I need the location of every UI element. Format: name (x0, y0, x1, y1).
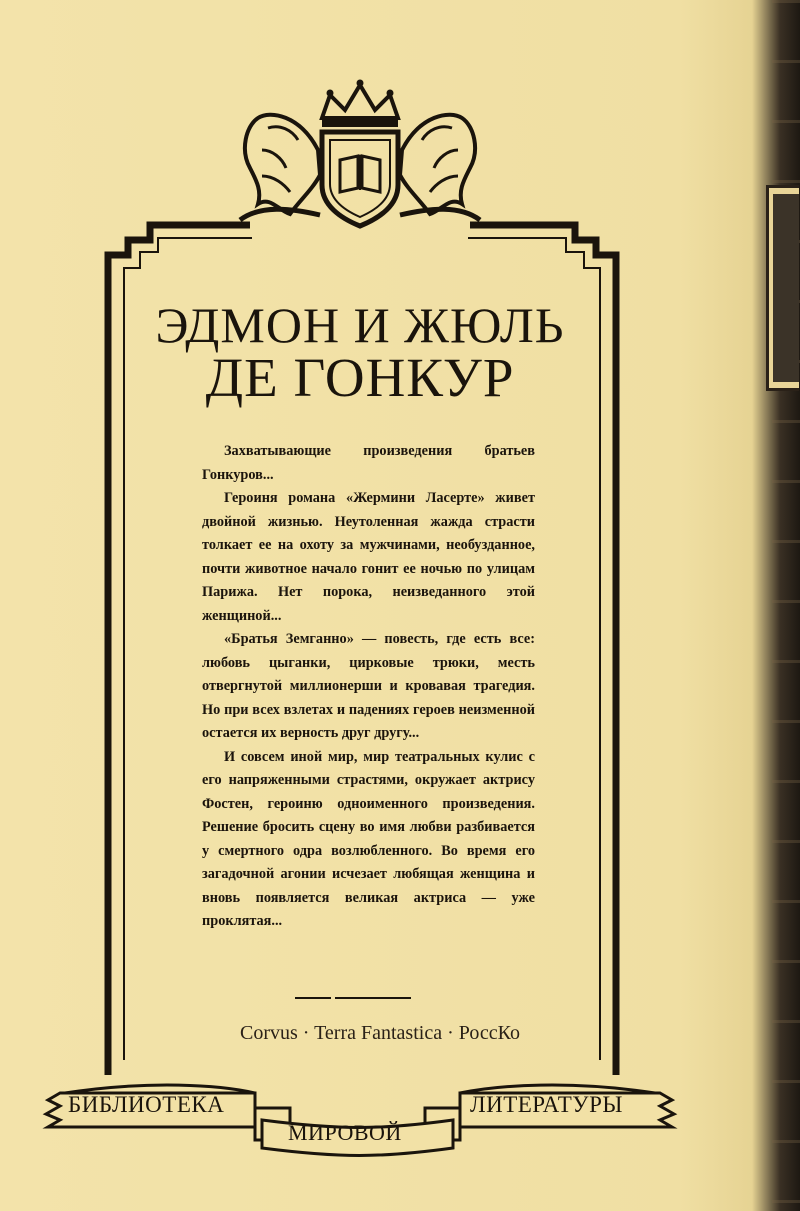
annotation-paragraph: И совсем иной мир, мир театральных кулис с его напряженными страстями, окружает актрису Фостен, героиню одноименного произведения. Решение бросить сцену во имя любви разбивается у смертного одра возлюбленного. Во время его загадочной агонии исчезает любящая женщина и вновь появляется великая актриса — уже проклятая... (202, 748, 535, 929)
lion-right-icon (400, 115, 480, 220)
author-name-line1: ЭДМОН И ЖЮЛЬ (155, 297, 565, 353)
series-left-label: БИБЛИОТЕКА (68, 1092, 225, 1117)
crown-icon (322, 80, 398, 128)
crest-emblem (240, 80, 480, 227)
divider-right (335, 997, 411, 999)
lion-left-icon (240, 115, 320, 220)
annotation-paragraph: Героиня романа «Жермини Ласерте» живет двойной жизнью. Неутоленная жажда страсти толкает ее на охоту за мужчинами, необузданное, почти животное начало гонит ее ночью по улицам Парижа. Нет порока, неизведанного этой женщиной... (202, 490, 535, 624)
annotation-text (202, 440, 535, 934)
series-middle-label: МИРОВОЙ (288, 1120, 402, 1145)
author-name-line2: ДЕ ГОНКУР (205, 347, 515, 408)
open-book-shield-icon (322, 132, 398, 226)
publishers-line: Corvus · Terra Fantastica · РоссКо (240, 1022, 520, 1044)
series-right-label: ЛИТЕРАТУРЫ (470, 1092, 623, 1117)
annotation-paragraph: «Братья Земганно» — повесть, где есть все: любовь цыганки, цирковые трюки, месть отвергнутой миллионерши и кровавая трагедия. Но при всех взлетах и падениях героев неизменной остается их верность друг другу... (202, 631, 535, 741)
divider-left (295, 997, 331, 999)
annotation-paragraph: Захватывающие произведения братьев Гонкуров... (202, 443, 535, 483)
